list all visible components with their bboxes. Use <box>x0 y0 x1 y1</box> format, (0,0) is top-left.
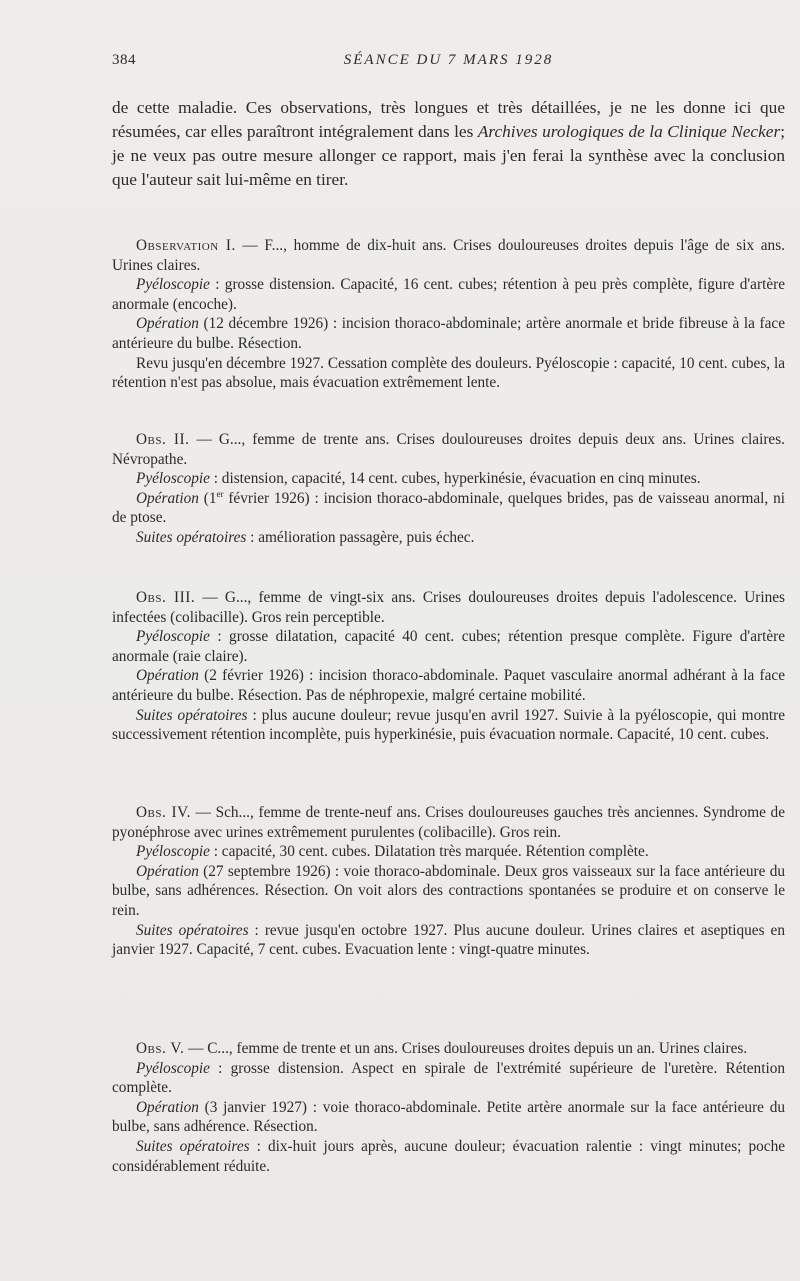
obs3-summary-text: — G..., femme de vingt-six ans. Crises douloureuses droites depuis l'adolescence. Urines infectées (colibacille). Gros rein perceptible. <box>112 589 785 626</box>
observation-2 <box>112 430 785 548</box>
obs5-pyeloscopie-text: : grosse distension. Aspect en spirale de l'extrémité supérieure de l'uretère. Rétention complète. <box>112 1059 785 1097</box>
obs4-label: Obs. IV. <box>136 804 191 821</box>
obs2-summary-text: — G..., femme de trente ans. Crises douloureuses droites depuis deux ans. Urines claires. Névropathe. <box>112 431 785 468</box>
obs2-pyeloscopie <box>112 469 785 489</box>
obs2-operation-text-a: (1 <box>198 489 217 507</box>
obs1-pyeloscopie-label: Pyéloscopie <box>136 276 210 294</box>
obs4-operation <box>112 862 785 921</box>
obs4-pyeloscopie-label: Pyéloscopie <box>136 843 210 861</box>
obs4-suites <box>112 921 785 960</box>
obs2-operation-label: Opération <box>136 489 199 507</box>
running-head: SÉANCE DU 7 MARS 1928 <box>343 52 554 68</box>
obs3-label: Obs. III. <box>136 589 196 606</box>
obs5-suites-label: Suites opératoires <box>136 1137 250 1155</box>
observation-3 <box>112 588 785 745</box>
obs1-pyeloscopie <box>112 275 785 314</box>
page-number: 384 <box>112 52 136 68</box>
obs2-suites-text: : amélioration passagère, puis échec. <box>246 528 475 546</box>
journal-title: Archives urologiques de la Clinique Necker <box>477 122 781 141</box>
obs1-operation-label: Opération <box>136 315 199 333</box>
obs2-operation-sup: er <box>216 488 224 499</box>
obs4-suites-label: Suites opératoires <box>136 921 249 939</box>
obs4-operation-text: (27 septembre 1926) : voie thoraco-abdominale. Deux gros vaisseaux sur la face antérieure du bulbe, sans adhérences. Résection. On voit alors des contractions spontanées se produire et on conserve le rein. <box>112 862 785 919</box>
obs3-pyeloscopie-label: Pyéloscopie <box>136 628 210 646</box>
obs3-pyeloscopie <box>112 627 785 666</box>
obs3-operation-label: Opération <box>136 667 199 685</box>
page-header <box>112 52 785 74</box>
intro-text-2: ; je ne veux pas outre mesure allonger ce rapport, mais j'en ferai la synthèse avec la conclusion que l'auteur sait lui-même en tirer. <box>112 122 785 189</box>
obs1-label: Observation I. <box>136 237 236 254</box>
intro-text-1: de cette maladie. Ces observations, très longues et très détaillées, je ne les donne ici que résumées, car elles paraîtront intégralement dans les <box>112 98 785 141</box>
obs3-suites-text: : plus aucune douleur; revue jusqu'en avril 1927. Suivie à la pyéloscopie, qui montre successivement rétention incomplète, puis hyperkinésie, puis évacuation normale. Capacité, 10 cent. cubes. <box>112 706 786 744</box>
obs2-summary <box>112 430 785 469</box>
obs1-summary <box>112 236 785 275</box>
obs3-operation <box>112 666 785 705</box>
observation-5 <box>112 1039 785 1176</box>
observation-4 <box>112 803 785 960</box>
obs4-suites-text: : revue jusqu'en octobre 1927. Plus aucune douleur. Urines claires et aseptiques en janvier 1927. Capacité, 7 cent. cubes. Evacuation lente : vingt-quatre minutes. <box>112 921 785 959</box>
obs1-pyeloscopie-text: : grosse distension. Capacité, 16 cent. cubes; rétention à peu près complète, figure d'artère anormale (encoche). <box>112 276 785 313</box>
obs1-followup: Revu jusqu'en décembre 1927. Cessation complète des douleurs. Pyéloscopie : capacité, 10 cent. cubes, la rétention n'est pas absolue, mais évacuation extrêmement lente. <box>112 354 785 392</box>
obs5-summary <box>112 1039 785 1059</box>
obs2-label: Obs. II. <box>136 431 190 448</box>
obs5-summary-text: — C..., femme de trente et un ans. Crises douloureuses droites depuis un an. Urines claires. <box>184 1040 748 1057</box>
obs2-operation <box>112 489 785 528</box>
obs2-operation-text-b: février 1926) : incision thoraco-abdominale, quelques brides, pas de vaisseau anormal, ni de ptose. <box>112 489 785 527</box>
obs5-suites-text: : dix-huit jours après, aucune douleur; évacuation ralentie : vingt minutes; poche considérablement réduite. <box>112 1137 786 1175</box>
obs2-suites <box>112 528 785 548</box>
obs4-pyeloscopie-text: : capacité, 30 cent. cubes. Dilatation très marquée. Rétention complète. <box>209 843 649 861</box>
obs1-operation <box>112 314 785 353</box>
intro-paragraph <box>112 96 785 192</box>
obs3-summary <box>112 588 785 627</box>
obs3-pyeloscopie-text: : grosse dilatation, capacité 40 cent. cubes; rétention presque complète. Figure d'artère anormale (raie claire). <box>112 628 785 665</box>
obs5-operation-text: (3 janvier 1927) : voie thoraco-abdominale. Petite artère anormale sur la face antérieure du bulbe, sans adhérence. Résection. <box>112 1098 785 1136</box>
obs5-suites <box>112 1137 785 1176</box>
obs5-operation-label: Opération <box>136 1098 199 1116</box>
obs1-operation-text: (12 décembre 1926) : incision thoraco-abdominale; artère anormale et bride fibreuse à la face antérieure du bulbe. Résection. <box>112 315 785 352</box>
obs5-label: Obs. V. <box>136 1040 185 1057</box>
observation-1 <box>112 236 785 393</box>
obs5-operation <box>112 1098 785 1137</box>
obs3-suites-label: Suites opératoires <box>136 706 248 724</box>
obs4-pyeloscopie <box>112 842 785 862</box>
obs2-suites-label: Suites opératoires <box>136 528 247 546</box>
obs3-operation-text: (2 février 1926) : incision thoraco-abdominale. Paquet vasculaire anormal adhérant à la face antérieure du bulbe. Résection. Pas de néphropexie, malgré certaine mobilité. <box>112 667 785 704</box>
obs4-operation-label: Opération <box>136 862 199 880</box>
obs4-summary-text: — Sch..., femme de trente-neuf ans. Crises douloureuses gauches très anciennes. Syndrome de pyonéphrose avec urines extrêmement purulentes (colibacille). Gros rein. <box>112 804 785 841</box>
obs2-pyeloscopie-label: Pyéloscopie <box>136 470 210 488</box>
obs2-pyeloscopie-text: : distension, capacité, 14 cent. cubes, hyperkinésie, évacuation en cinq minutes. <box>209 470 701 488</box>
obs5-pyeloscopie <box>112 1059 785 1098</box>
obs1-summary-text: — F..., homme de dix-huit ans. Crises douloureuses droites depuis l'âge de six ans. Urines claires. <box>112 237 785 274</box>
obs5-pyeloscopie-label: Pyéloscopie <box>136 1059 210 1077</box>
obs4-summary <box>112 803 785 842</box>
obs3-suites <box>112 706 785 745</box>
